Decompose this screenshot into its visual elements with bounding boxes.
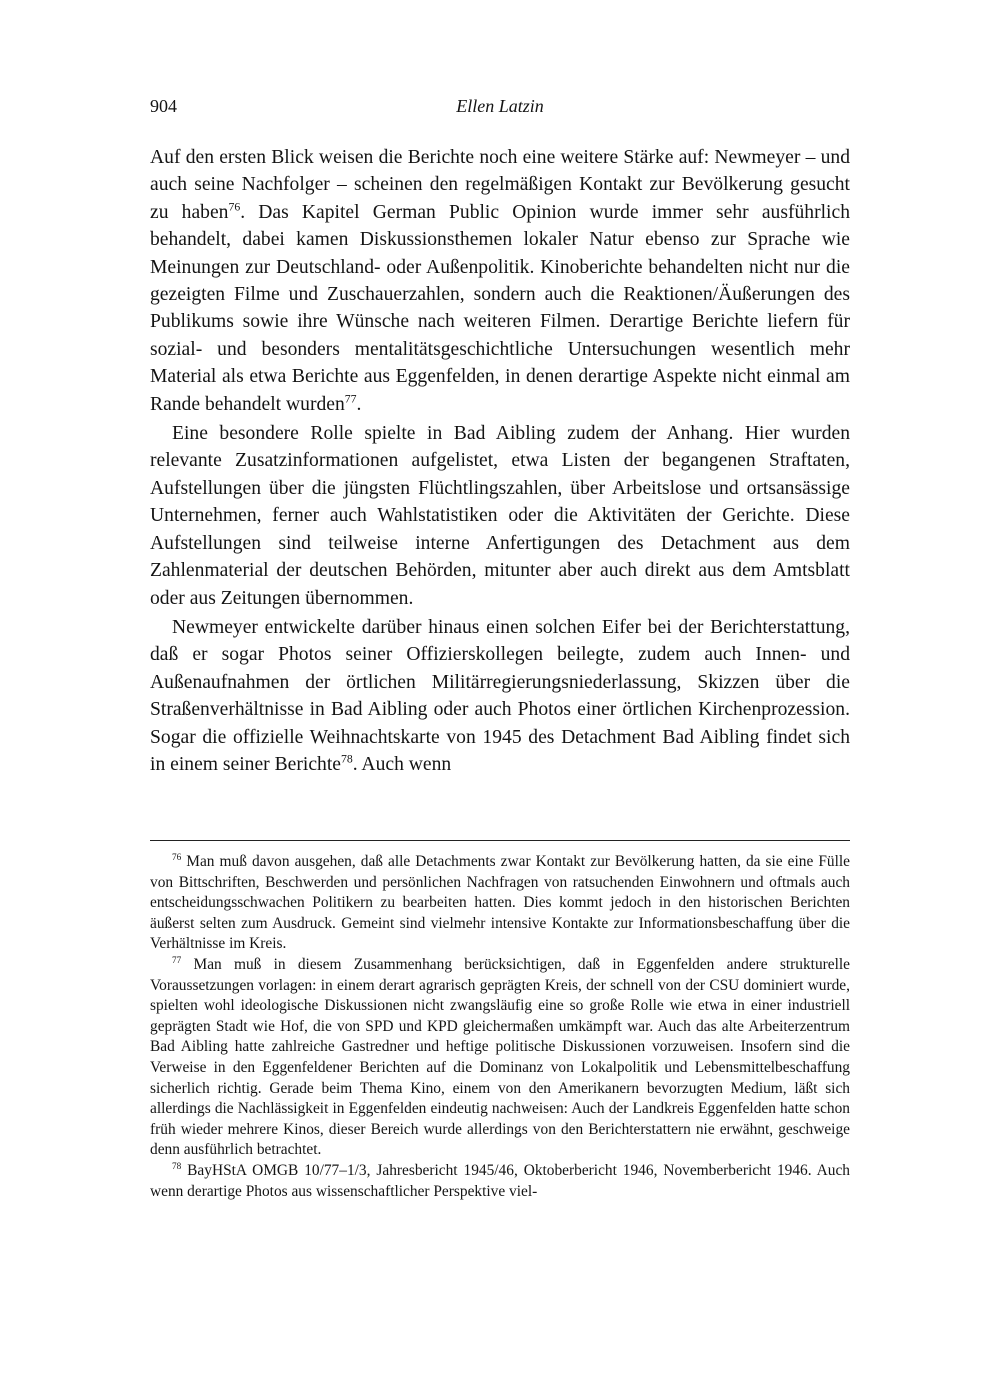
footnote-number: 76 (172, 851, 182, 862)
paragraph-text: . (356, 393, 362, 415)
footnote-76 (150, 852, 850, 955)
running-head: Ellen Latzin (456, 96, 544, 116)
body-text (150, 144, 850, 778)
footnote-text: Man muß in diesem Zusammenhang berücksichtigen, daß in Eggenfelden andere strukturelle Voraussetzungen vorlagen: in einem derart agrarisch geprägten Kreis, der schnell von der CSU dominiert wurde, spielten wohl ideologische Diskussionen nicht zwangsläufig eine so große Rolle wie etwa in einer industriell geprägten Stadt wie Hof, die von SPD und KPD gleichermaßen umkämpft war. Auch das alte Arbeiterzentrum Bad Aibling hatte zahlreiche Gastredner und heftige politische Diskussionen vorzuweisen. Insofern sind die Verweise in den Eggenfeldener Berichten auf die Dominanz von Lokalpolitik und Lebensmittelbeschaffung sicherlich richtig. Gerade beim Thema Kino, einem von den Amerikanern bevorzugten Medium, läßt sich allerdings die Nachlässigkeit in Eggenfelden eindeutig nachweisen: Auch der Landkreis Eggenfelden hatte schon früh wieder mehrere Kinos, dieser Bereich wurde allerdings von den Berichterstattern nie erwähnt, geschweige denn ausführlich betrachtet. (150, 955, 850, 1159)
footnote-text: Man muß davon ausgehen, daß alle Detachments zwar Kontakt zur Bevölkerung hatten, da sie eine Fülle von Bittschriften, Beschwerden und persönlichen Nachfragen von ratsuchenden Einwohnern und oftmals auch entscheidungsschwachen Politikern zu bearbeiten hatten. Dies kommt jedoch in den historischen Berichten äußerst selten zum Ausdruck. Gemeint sind vielmehr intensive Kontakte zur Informationsbeschaffung über die Verhältnisse im Kreis. (150, 853, 850, 953)
footnote-78 (150, 1161, 850, 1202)
page-header (150, 96, 850, 124)
paragraph-2: Eine besondere Rolle spielte in Bad Aibling zudem der Anhang. Hier wurden relevante Zusatzinformationen aufgelistet, etwa Listen der begangenen Straftaten, Aufstellungen über die jüngsten Flüchtlingszahlen, über Arbeitslose und ortsansässige Unternehmen, ferner auch Wahlstatistiken oder die Aktivitäten der Gerichte. Diese Aufstellungen sind teilweise interne Anfertigungen des Detachment aus dem Zahlenmaterial der deutschen Behörden, mitunter aber auch direkt aus dem Amtsblatt oder aus Zeitungen übernommen. (150, 423, 850, 609)
footnote-ref-78: 78 (340, 752, 353, 766)
footnote-text: BayHStA OMGB 10/77–1/3, Jahresbericht 1945/46, Oktoberbericht 1946, Novemberbericht 1946. Auch wenn derartige Photos aus wissenschaftlicher Perspektive viel- (150, 1161, 850, 1200)
footnote-number: 78 (172, 1160, 182, 1171)
footnote-number: 77 (172, 954, 182, 965)
paragraph-1 (150, 144, 850, 418)
footnote-77 (150, 955, 850, 1161)
paragraph-3 (150, 614, 850, 778)
paragraph-text: Auf den ersten Blick weisen die Berichte noch eine weitere Stärke auf: Newmeyer – und auch seine Nachfolger – scheinen den regelmäßigen Kontakt zur Bevölkerung gesucht zu haben (150, 147, 850, 223)
footnote-divider (150, 840, 850, 841)
page-number: 904 (150, 96, 177, 116)
footnote-ref-76: 76 (228, 200, 241, 214)
footnotes (150, 852, 850, 1202)
paragraph-text: . Das Kapitel German Public Opinion wurde immer sehr ausführlich behandelt, dabei kamen Diskussionsthemen lokaler Natur ebenso zur Sprache wie Meinungen zur Deutschland- oder Außenpolitik. Kinoberichte behandelten nicht nur die gezeigten Filme und Zuschauerzahlen, sondern auch die Reaktionen/Äußerungen des Publikums sowie ihre Wünsche nach weiteren Filmen. Derartige Berichte liefern für sozial- und besonders mentalitätsgeschichtliche Untersuchungen wesentlich mehr Material als etwa Berichte aus Eggenfelden, in denen derartige Aspekte nicht einmal am Rande behandelt wurden (150, 201, 850, 415)
paragraph-text: Newmeyer entwickelte darüber hinaus einen solchen Eifer bei der Berichterstattung, daß er sogar Photos seiner Offizierskollegen beilegte, zudem auch Innen- und Außenaufnahmen der örtlichen Militärregierungsniederlassung, Skizzen über die Straßenverhältnisse in Bad Aibling oder auch Photos einer örtlichen Kirchenprozession. Sogar die offizielle Weihnachtskarte von 1945 des Detachment Bad Aibling findet sich in einem seiner Berichte (150, 616, 850, 775)
paragraph-text: . Auch wenn (352, 753, 452, 775)
footnote-ref-77: 77 (344, 392, 357, 406)
